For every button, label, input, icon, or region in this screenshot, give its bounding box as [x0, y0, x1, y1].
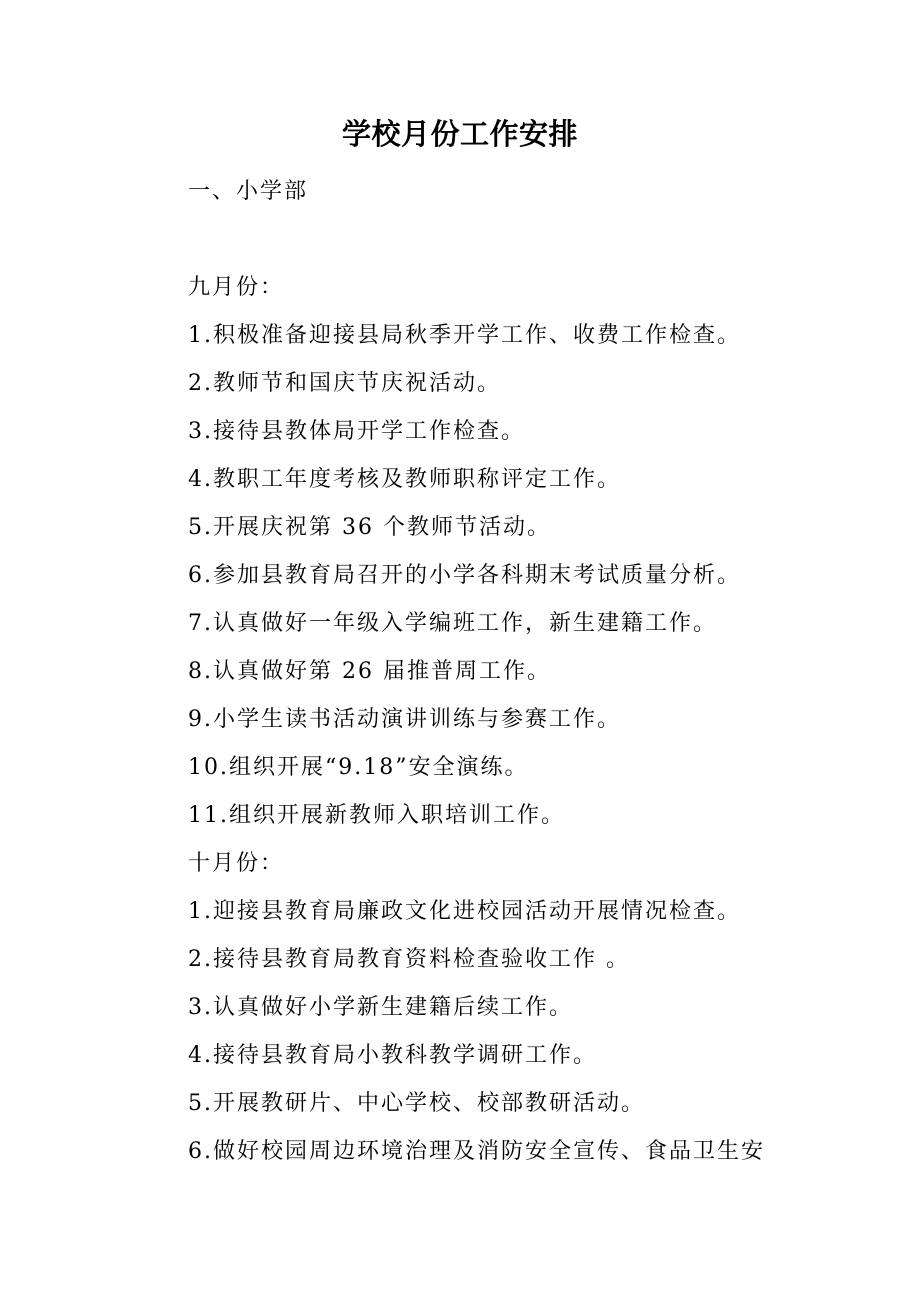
list-item: 3.接待县教体局开学工作检查。 — [188, 419, 525, 444]
list-item: 1.迎接县教育局廉政文化进校园活动开展情况检查。 — [188, 899, 741, 924]
list-item: 1.积极准备迎接县局秋季开学工作、收费工作检查。 — [188, 323, 741, 348]
list-item: 5.开展庆祝第 36 个教师节活动。 — [188, 515, 551, 540]
document-title: 学校月份工作安排 — [341, 117, 578, 151]
blank-line — [188, 216, 808, 264]
list-item: 5.开展教研片、中心学校、校部教研活动。 — [188, 1091, 645, 1116]
month-heading-october: 十月份： — [188, 851, 285, 876]
document-body — [188, 168, 808, 1176]
section-heading: 一、小学部 — [188, 179, 309, 204]
list-item: 8.认真做好第 26 届推普周工作。 — [188, 659, 551, 684]
list-item: 6.做好校园周边环境治理及消防安全宣传、食品卫生安 — [188, 1139, 765, 1164]
list-item: 9.小学生读书活动演讲训练与参赛工作。 — [188, 707, 621, 732]
list-item: 11.组织开展新教师入职培训工作。 — [188, 803, 565, 828]
list-item: 3.认真做好小学新生建籍后续工作。 — [188, 995, 573, 1020]
list-item: 2.教师节和国庆节庆祝活动。 — [188, 371, 501, 396]
month-heading-september: 九月份： — [188, 275, 285, 300]
list-item: 2.接待县教育局教育资料检查验收工作 。 — [188, 947, 630, 972]
list-item: 4.教职工年度考核及教师职称评定工作。 — [188, 467, 621, 492]
list-item: 4.接待县教育局小教科教学调研工作。 — [188, 1043, 597, 1068]
list-item: 6.参加县教育局召开的小学各科期末考试质量分析。 — [188, 563, 741, 588]
list-item: 10.组织开展“9.18”安全演练。 — [188, 755, 529, 780]
list-item: 7.认真做好一年级入学编班工作，新生建籍工作。 — [188, 611, 717, 636]
